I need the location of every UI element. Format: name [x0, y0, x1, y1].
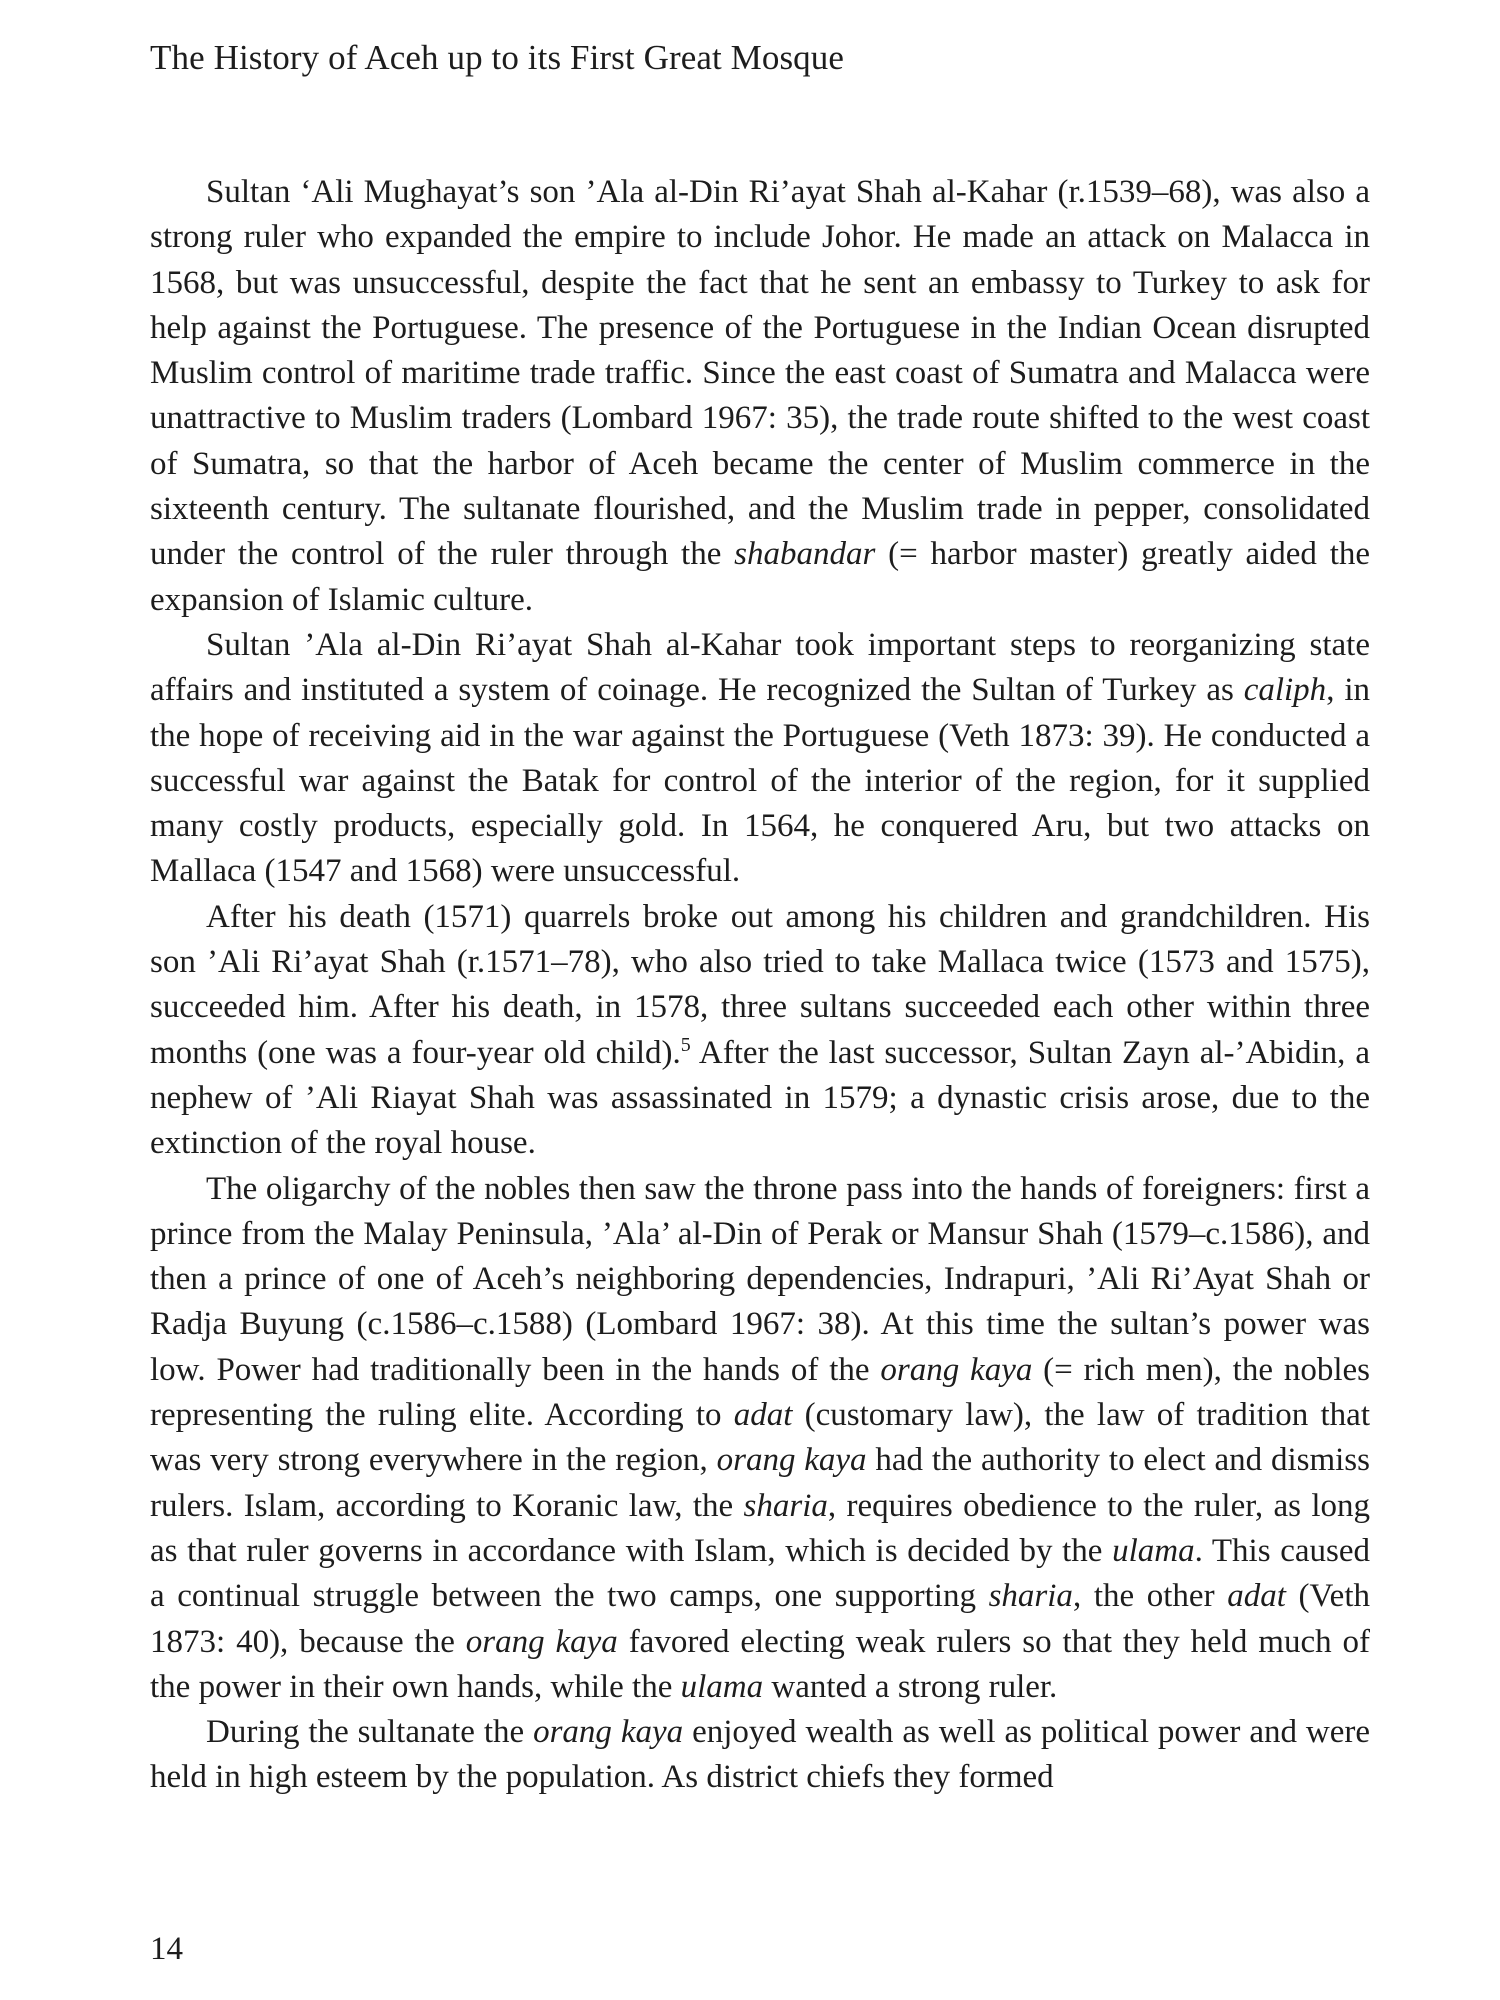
italic-term: orang kaya — [716, 1442, 867, 1479]
footnote-ref: 5 — [680, 1033, 691, 1056]
page-number: 14 — [150, 1931, 183, 1967]
italic-term: ulama — [680, 1668, 764, 1705]
text-run: . This caused a continual struggle between the two camps, one supporting — [150, 1532, 1371, 1615]
text-run: wanted a strong ruler. — [763, 1668, 1058, 1705]
running-head: The History of Aceh up to its First Great Mosque — [150, 38, 845, 77]
text-run: (= rich men), the nobles representing the ruling elite. According to — [150, 1351, 1370, 1434]
paragraph-2 — [150, 623, 1370, 895]
italic-term: sharia — [743, 1487, 828, 1524]
text-run: The oligarchy of the nobles then saw the throne pass into the hands of foreigners: first a prince from the Malay Peninsula, ’Ala’ al-Din of Perak or Mansur Shah (1579–c.1586), and then a prince of one of Aceh’s neighboring dependencies, Indrapuri, ’Ali Ri’Ayat Shah or Radja Buyung (c.1586–c.1588) (Lombard 1967: 38). At this time the sultan’s power was low. Power had traditionally been in the hands of the — [150, 1170, 1370, 1388]
text-run: , the other — [1072, 1578, 1228, 1615]
text-run: (= harbor master) greatly aided the expansion of Islamic culture. — [150, 536, 1371, 618]
paragraph-1 — [150, 170, 1370, 623]
text-run: , in the hope of receiving aid in the war against the Portuguese (Veth 1873: 39). He conducted a successful war against the Batak for control of the interior of the region, for it supplied many costly products, especially gold. In 1564, he conquered Aru, but two attacks on Mallaca (1547 and 1568) were unsuccessful. — [150, 672, 1370, 890]
body-text — [150, 170, 1370, 1801]
text-run: , requires obedience to the ruler, as long as that ruler governs in accordance with Islam, which is decided by the — [150, 1487, 1370, 1569]
paragraph-5 — [150, 1710, 1370, 1801]
italic-term: sharia — [988, 1578, 1073, 1615]
italic-term: shabandar — [734, 536, 876, 573]
paragraph-4 — [150, 1167, 1370, 1711]
text-run: After the last successor, Sultan Zayn al-’Abidin, a nephew of ’Ali Riayat Shah was assassinated in 1579; a dynastic crisis arose, due to the extinction of the royal house. — [150, 1034, 1370, 1162]
italic-term: caliph — [1243, 672, 1327, 709]
italic-term: adat — [1227, 1578, 1286, 1615]
italic-term: ulama — [1112, 1532, 1195, 1569]
italic-term: orang kaya — [880, 1351, 1033, 1388]
text-run: After his death (1571) quarrels broke out among his children and grandchildren. His son ’Ali Ri’ayat Shah (r.1571–78), who also tried to take Mallaca twice (1573 and 1575), succeeded him. After his death, in 1578, three sultans succeeded each other within three months (one was a four-year old child). — [150, 898, 1370, 1071]
text-run: (Veth 1873: 40), because the — [150, 1578, 1371, 1660]
italic-term: adat — [733, 1397, 793, 1434]
text-run: had the authority to elect and dismiss rulers. Islam, according to Koranic law, the — [150, 1442, 1370, 1524]
paragraph-3 — [150, 895, 1370, 1167]
text-run: enjoyed wealth as well as political power and were held in high esteem by the population. As district chiefs they formed — [150, 1714, 1370, 1796]
text-run: favored electing weak rulers so that they held much of the power in their own hands, while the — [150, 1623, 1371, 1705]
text-run: Sultan ’Ala al-Din Ri’ayat Shah al-Kahar took important steps to reorganizing state affairs and instituted a system of coinage. He recognized the Sultan of Turkey as — [150, 626, 1370, 709]
italic-term: orang kaya — [533, 1714, 684, 1751]
text-run: (customary law), the law of tradition that was very strong everywhere in the region, — [150, 1397, 1370, 1479]
italic-term: orang kaya — [465, 1623, 618, 1660]
text-run: During the sultanate the — [206, 1714, 534, 1751]
text-run: Sultan ‘Ali Mughayat’s son ’Ala al-Din Ri’ayat Shah al-Kahar (r.1539–68), was also a strong ruler who expanded the empire to include Johor. He made an attack on Malacca in 1568, but was unsuccessful, despite the fact that he sent an embassy to Turkey to ask for help against the Portuguese. The presence of the Portuguese in the Indian Ocean disrupted Muslim control of maritime trade traffic. Since the east coast of Sumatra and Malacca were unattractive to Muslim traders (Lombard 1967: 35), the trade route shifted to the west coast of Sumatra, so that the harbor of Aceh became the center of Muslim commerce in the sixteenth century. The sultanate flourished, and the Muslim trade in pepper, consolidated under the control of the ruler through the — [150, 174, 1370, 573]
